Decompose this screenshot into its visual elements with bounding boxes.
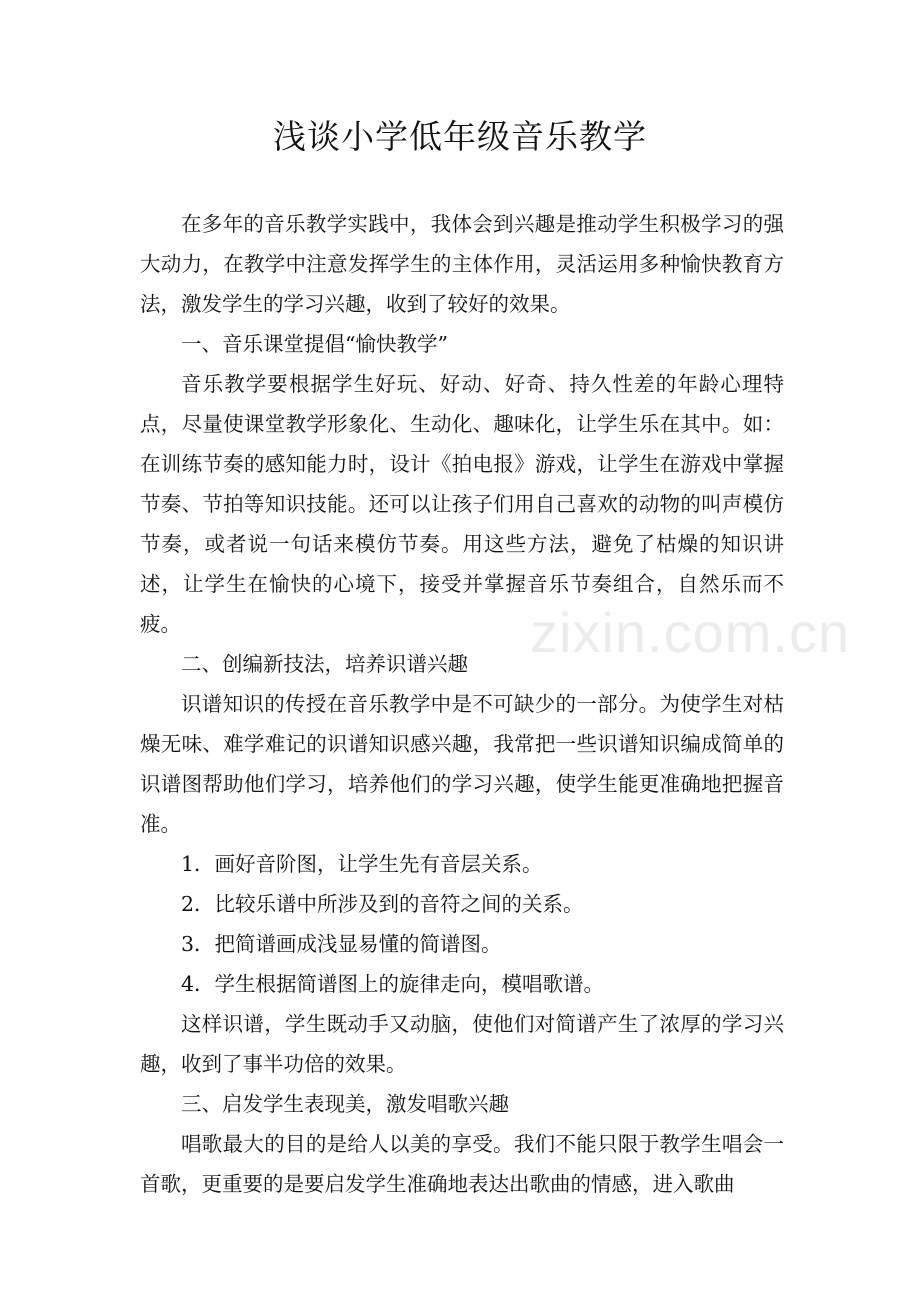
paragraph-section-2: 识谱知识的传授在音乐教学中是不可缺少的一部分。为使学生对枯燥无味、难学难记的识谱知识感兴趣，我常把一些识谱知识编成简单的识谱图帮助他们学习，培养他们的学习兴趣，使学生能更准确地把握音准。: [140, 692, 784, 836]
watermark: zixin.com.cn: [530, 601, 851, 664]
list-item-step-3: 3．把简谱画成浅显易懂的简谱图。: [181, 932, 502, 956]
list-item-step-4: 4．学生根据简谱图上的旋律走向，模唱歌谱。: [181, 972, 605, 996]
list-item-step-2: 2．比较乐谱中所涉及到的音符之间的关系。: [181, 892, 584, 916]
section-heading-2: 二、创编新技法，培养识谱兴趣: [181, 652, 468, 676]
section-heading-1: 一、音乐课堂提倡“愉快教学”: [181, 332, 448, 356]
section-heading-3: 三、启发学生表现美，激发唱歌兴趣: [181, 1092, 509, 1116]
paragraph-section-1: 音乐教学要根据学生好玩、好动、好奇、持久性差的年龄心理特点，尽量使课堂教学形象化、生动化、趣味化，让学生乐在其中。如：在训练节奏的感知能力时，设计《拍电报》游戏，让学生在游戏中掌握节奏、节拍等知识技能。还可以让孩子们用自己喜欢的动物的叫声模仿节奏，或者说一句话来模仿节奏。用这些方法，避免了枯燥的知识讲述，让学生在愉快的心境下，接受并掌握音乐节奏组合，自然乐而不疲。: [140, 372, 784, 636]
list-item-step-1: 1．画好音阶图，让学生先有音层关系。: [181, 852, 543, 876]
paragraph-section-2-conclusion: 这样识谱，学生既动手又动脑，使他们对简谱产生了浓厚的学习兴趣，收到了事半功倍的效果。: [140, 1012, 784, 1076]
document-title: 浅谈小学低年级音乐教学: [273, 117, 647, 156]
document-body: [140, 204, 851, 1204]
paragraph-section-3: 唱歌最大的目的是给人以美的享受。我们不能只限于教学生唱会一首歌，更重要的是要启发学生准确地表达出歌曲的情感，进入歌曲: [140, 1132, 784, 1196]
paragraph-intro: 在多年的音乐教学实践中，我体会到兴趣是推动学生积极学习的强大动力，在教学中注意发挥学生的主体作用，灵活运用多种愉快教育方法，激发学生的学习兴趣，收到了较好的效果。: [140, 212, 784, 316]
